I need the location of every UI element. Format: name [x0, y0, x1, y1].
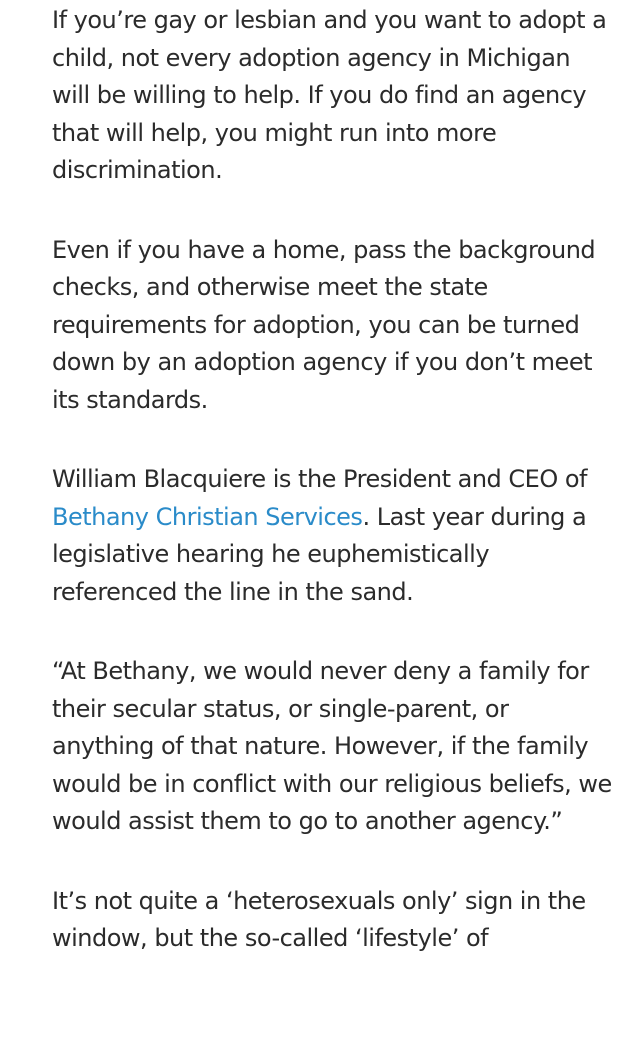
- paragraph-4-quote: “At Bethany, we would never deny a family for their secular status, or single-parent, or anything of that nature. However, if the family would be in conflict with our religious beliefs, we would assist them to go to another agency.”: [52, 657, 612, 835]
- paragraph-5: It’s not quite a ‘heterosexuals only’ sign in the window, but the so-called ‘lifestyle’ of: [52, 886, 586, 952]
- bethany-christian-services-link[interactable]: Bethany Christian Services: [52, 502, 363, 531]
- paragraph-3-text-after: . Last year during a legislative hearing he euphemistically referenced the line in the sand.: [52, 502, 587, 606]
- paragraph-1: If you’re gay or lesbian and you want to adopt a child, not every adoption agency in Michigan will be willing to help. If you do find an agency that will help, you might run into more discrimination.: [52, 6, 607, 184]
- paragraph-2: Even if you have a home, pass the background checks, and otherwise meet the state requirements for adoption, you can be turned down by an adoption agency if you don’t meet its standards.: [52, 235, 596, 414]
- article-body: [52, 2, 612, 1000]
- paragraph-3: [52, 461, 612, 611]
- paragraph-3-text-before: William Blacquiere is the President and CEO of: [52, 465, 587, 493]
